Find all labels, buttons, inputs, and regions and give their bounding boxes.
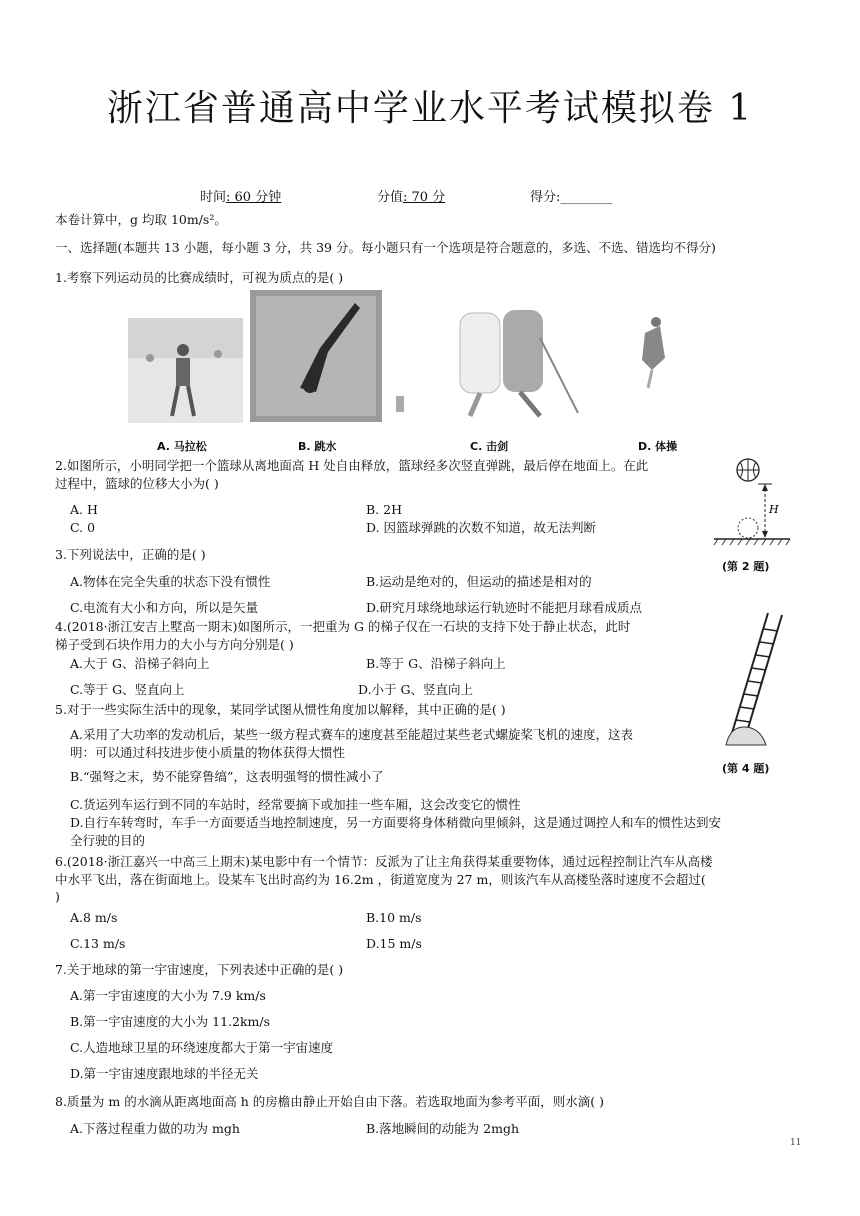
section-heading: 一、选择题(本题共 13 小题，每小题 3 分，共 39 分。每小题只有一个选项是符合题意的，多选、不选、错选均不得分) xyxy=(55,240,716,255)
got-field xyxy=(530,186,612,205)
score-label: 分值 xyxy=(377,190,404,205)
q6-stem-1: 6.(2018·浙江嘉兴一中高三上期末)某电影中有一个情节：反派为了让主角获得某重要物体，通过远程控制让汽车从高楼 xyxy=(55,854,713,869)
q8-option-b: B.落地瞬间的动能为 2mgh xyxy=(366,1121,519,1136)
q5-option-d-1: D.自行车转弯时，车手一方面要适当地控制速度，另一方面要将身体稍微向里倾斜，这是通过调控人和车的惯性达到安 xyxy=(70,815,722,830)
score-value: : 70 分 xyxy=(403,190,446,205)
q6-stem-3: ) xyxy=(55,889,60,904)
q7-option-a: A.第一宇宙速度的大小为 7.9 km/s xyxy=(70,988,266,1003)
q6-stem-2: 中水平飞出，落在街面地上。设某车飞出时高约为 16.2m ，街道宽度为 27 m，则该汽车从高楼坠落时速度不会超过( xyxy=(55,872,706,887)
q4-option-b: B.等于 G、沿梯子斜向上 xyxy=(366,656,506,671)
q8-option-a: A.下落过程重力做的功为 mgh xyxy=(70,1121,240,1136)
time-value: : 60 分钟 xyxy=(226,190,282,205)
q1-label-a: A. 马拉松 xyxy=(157,440,207,453)
q2-stem-2: 过程中，篮球的位移大小为( ) xyxy=(55,476,219,491)
q4-option-d: D.小于 G、竖直向上 xyxy=(358,682,474,697)
score-field xyxy=(377,186,445,205)
q5-option-c: C.货运列车运行到不同的车站时，经常要摘下或加挂一些车厢，这会改变它的惯性 xyxy=(70,797,521,812)
q6-option-a: A.8 m/s xyxy=(70,910,118,925)
page-title: 浙江省普通高中学业水平考试模拟卷 1 xyxy=(106,88,754,129)
marathon-photo xyxy=(128,318,243,423)
q3-option-c: C.电流有大小和方向，所以是矢量 xyxy=(70,600,259,615)
q1-label-c: C. 击剑 xyxy=(470,440,509,453)
q6-option-c: C.13 m/s xyxy=(70,936,126,951)
time-label: 时间 xyxy=(200,190,227,205)
q5-option-b: B.“强弩之末，势不能穿鲁缟”，这表明强弩的惯性减小了 xyxy=(70,769,384,784)
q3-stem: 3.下列说法中，正确的是( ) xyxy=(55,547,206,562)
got-label: 得分: xyxy=(530,190,561,205)
q2-option-b: B. 2H xyxy=(366,502,402,517)
q7-option-d: D.第一宇宙速度跟地球的半径无关 xyxy=(70,1066,259,1081)
time-field xyxy=(200,186,281,205)
q7-option-b: B.第一宇宙速度的大小为 11.2km/s xyxy=(70,1014,271,1029)
q3-option-b: B.运动是绝对的，但运动的描述是相对的 xyxy=(366,574,592,589)
q7-stem: 7.关于地球的第一宇宙速度，下列表述中正确的是( ) xyxy=(55,962,344,977)
q2-option-a: A. H xyxy=(70,502,98,517)
q2-fig-caption: (第 2 题) xyxy=(722,560,770,573)
gymnastics-photo xyxy=(642,317,665,388)
q5-stem: 5.对于一些实际生活中的现象，某同学试图从惯性角度加以解释，其中正确的是( ) xyxy=(55,702,506,717)
fencing-photo xyxy=(396,310,578,416)
got-blank: ________ xyxy=(560,190,613,205)
q6-option-d: D.15 m/s xyxy=(366,936,422,951)
q2-stem-1: 2.如图所示，小明同学把一个篮球从离地面高 H 处自由释放，篮球经多次竖直弹跳，最后停在地面上。在此 xyxy=(55,458,649,473)
q6-option-b: B.10 m/s xyxy=(366,910,422,925)
calc-note: 本卷计算中，g 均取 10m/s²。 xyxy=(55,212,227,227)
diving-photo xyxy=(250,290,382,422)
q1-label-b: B. 跳水 xyxy=(298,440,337,453)
q2-figure xyxy=(712,455,792,550)
q4-option-a: A.大于 G、沿梯子斜向上 xyxy=(70,656,210,671)
q5-option-a-1: A.采用了大功率的发动机后，某些一级方程式赛车的速度甚至能超过某些老式螺旋桨飞机的速度，这表 xyxy=(70,727,634,742)
q4-fig-caption: (第 4 题) xyxy=(722,762,770,775)
q4-stem-1: 4.(2018·浙江安吉上墅高一期末)如图所示，一把重为 G 的梯子仅在一石块的支持下处于静止状态，此时 xyxy=(55,619,631,634)
q4-ladder-figure xyxy=(722,605,802,750)
q3-option-a: A.物体在完全失重的状态下没有惯性 xyxy=(70,574,271,589)
q3-option-d: D.研究月球绕地球运行轨迹时不能把月球看成质点 xyxy=(366,600,643,615)
q1-photos xyxy=(120,288,740,438)
q4-option-c: C.等于 G、竖直向上 xyxy=(70,682,185,697)
q2-option-c: C. 0 xyxy=(70,520,96,535)
q1-label-d: D. 体操 xyxy=(638,440,678,453)
q5-option-d-2: 全行驶的目的 xyxy=(70,833,146,848)
q1-stem: 1.考察下列运动员的比赛成绩时，可视为质点的是( ) xyxy=(55,270,344,285)
q4-stem-2: 梯子受到石块作用力的大小与方向分别是( ) xyxy=(55,637,294,652)
height-label: H xyxy=(769,503,779,516)
q7-option-c: C.人造地球卫星的环绕速度都大于第一宇宙速度 xyxy=(70,1040,334,1055)
q2-option-d: D. 因篮球弹跳的次数不知道，故无法判断 xyxy=(366,520,597,535)
q5-option-a-2: 明：可以通过科技进步使小质量的物体获得大惯性 xyxy=(70,745,346,760)
page-number: 11 xyxy=(790,1138,802,1148)
q8-stem: 8.质量为 m 的水滴从距离地面高 h 的房檐由静止开始自由下落。若选取地面为参考平面，则水滴( ) xyxy=(55,1094,604,1109)
